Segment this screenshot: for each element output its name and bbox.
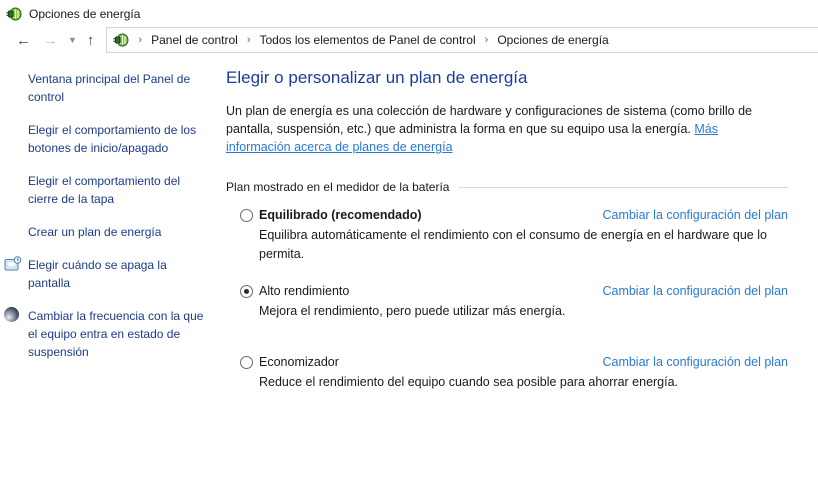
plan-description: Reduce el rendimiento del equipo cuando sea posible para ahorrar energía.: [259, 375, 679, 389]
plan-radio[interactable]: [240, 356, 253, 369]
address-bar[interactable]: [106, 27, 818, 53]
sidebar-item-label: Cambiar la frecuencia con la que el equipo entra en estado de suspensión: [28, 309, 204, 359]
sidebar-item-sleep-timing[interactable]: [28, 307, 206, 361]
window-titlebar: [0, 0, 818, 24]
sidebar-item-power-buttons[interactable]: Elegir el comportamiento de los botones de inicio/apagado: [28, 123, 197, 155]
sidebar-item-label: Elegir cuándo se apaga la pantalla: [28, 258, 167, 290]
sidebar-item-lid-close[interactable]: Elegir el comportamiento del cierre de la tapa: [28, 174, 181, 206]
intro-text: Un plan de energía es una colección de hardware y configuraciones de sistema (como brillo de pantalla, suspensión, etc.) que administra la forma en que su equipo usa la energía.: [226, 104, 752, 136]
forward-button[interactable]: →: [43, 31, 58, 49]
navigation-bar: [0, 24, 818, 56]
breadcrumb-item-control-panel[interactable]: Panel de control: [151, 33, 238, 47]
more-info-link[interactable]: Más información acerca de planes de energía: [226, 122, 718, 154]
change-plan-settings-link[interactable]: Cambiar la configuración del plan: [602, 284, 788, 298]
sidebar-item-create-plan[interactable]: Crear un plan de energía: [28, 225, 162, 239]
breadcrumb-separator-icon: ›: [246, 34, 251, 46]
plan-radio[interactable]: [240, 209, 253, 222]
history-chevron-down-icon[interactable]: ▼: [68, 34, 77, 45]
plan-description: Mejora el rendimiento, pero puede utilizar más energía.: [259, 304, 566, 318]
group-divider: [459, 187, 788, 188]
sidebar-item-display-off[interactable]: [28, 256, 206, 292]
window-content: [0, 56, 818, 412]
plan-radio[interactable]: [240, 285, 253, 298]
sleep-icon: [4, 307, 23, 323]
sidebar-item-control-panel-home[interactable]: Ventana principal del Panel de control: [28, 72, 191, 104]
change-plan-settings-link[interactable]: Cambiar la configuración del plan: [602, 208, 788, 222]
page-title: Elegir o personalizar un plan de energía: [226, 68, 528, 87]
power-options-icon: [6, 6, 22, 22]
intro-paragraph: [226, 102, 786, 156]
change-plan-settings-link[interactable]: Cambiar la configuración del plan: [602, 355, 788, 369]
back-button[interactable]: ←: [16, 31, 31, 49]
power-options-icon: [113, 32, 129, 48]
breadcrumb-separator-icon: ›: [484, 34, 489, 46]
sidebar: [0, 56, 226, 412]
plan-group-header: [226, 180, 788, 194]
display-clock-icon: [4, 256, 23, 272]
window-title: Opciones de energía: [29, 6, 141, 21]
breadcrumb-item-all-items[interactable]: Todos los elementos de Panel de control: [259, 33, 476, 47]
plan-row-alto-rendimiento: [226, 284, 788, 321]
plan-name[interactable]: Alto rendimiento: [259, 284, 350, 298]
up-button[interactable]: ↑: [86, 31, 95, 49]
plan-name[interactable]: Equilibrado (recomendado): [259, 208, 422, 222]
plan-row-economizador: [226, 355, 788, 392]
breadcrumb-item-power-options[interactable]: Opciones de energía: [497, 33, 609, 47]
plan-group-label: Plan mostrado en el medidor de la batería: [226, 180, 450, 194]
plan-row-equilibrado: [226, 208, 788, 264]
plan-name[interactable]: Economizador: [259, 355, 339, 369]
plan-description: Equilibra automáticamente el rendimiento con el consumo de energía en el hardware que lo permita.: [259, 228, 767, 261]
breadcrumb-separator-icon: ›: [138, 34, 143, 46]
main-pane: [226, 56, 788, 412]
